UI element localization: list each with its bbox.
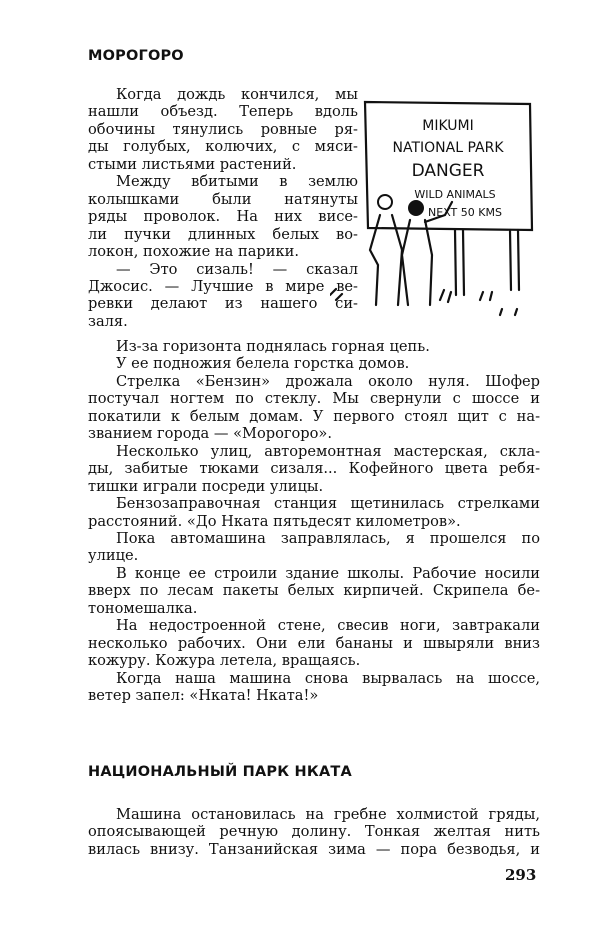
section-heading-morogoro: МОРОГОРО: [88, 48, 184, 64]
text-line: колышками были натянуты: [88, 190, 358, 208]
text-line: званием города — «Морогоро».: [88, 425, 332, 443]
section2-text: [88, 806, 540, 858]
text-line: Когда наша машина снова вырвалась на шоссе,: [116, 669, 540, 687]
text-line: Из-за горизонта поднялась горная цепь.: [116, 338, 430, 355]
text-line: локон, похожие на парики.: [88, 243, 299, 261]
text-line: стыми листьями растений.: [88, 155, 297, 173]
text-line: ревки делают из нашего си-: [88, 295, 358, 313]
text-line: покатили к белым домам. У первого стоял щит с на-: [88, 407, 540, 425]
sign-text: MIKUMI: [422, 118, 474, 134]
text-line: Стрелка «Бензин» дрожала около нуля. Шофер: [116, 372, 540, 390]
text-line: заля.: [88, 312, 128, 330]
text-line: нашли объезд. Теперь вдоль: [88, 103, 358, 121]
sign-posts: [455, 230, 519, 295]
text-line: — Это сизаль! — сказал: [116, 260, 358, 278]
sign-text: NATIONAL PARK: [392, 140, 504, 156]
text-line: ветер запел: «Нката! Нката!»: [88, 687, 319, 705]
text-line: тишки играли посреди улицы.: [88, 477, 324, 495]
text-line: опоясывающей речную долину. Тонкая желтая нить: [88, 823, 540, 841]
text-line: улице.: [88, 547, 139, 565]
sign-text: DANGER: [411, 161, 485, 181]
wide-text-column: [88, 338, 540, 705]
sign-text: NEXT 50 KMS: [428, 206, 502, 219]
text-line: Несколько улиц, авторемонтная мастерская, скла-: [116, 442, 540, 460]
text-line: ды, забитые тюками сизаля... Кофейного цвета ребя-: [88, 460, 540, 478]
text-line: кожуру. Кожура летела, вращаясь.: [88, 652, 361, 670]
grass: [330, 289, 517, 315]
text-line: Джосис. — Лучшие в мире ве-: [88, 277, 358, 295]
text-line: несколько рабочих. Они ели бананы и швыряли вниз: [88, 634, 540, 652]
text-line: У ее подножия белела горстка домов.: [116, 355, 410, 373]
text-line: Пока автомашина заправлялась, я прошелся по: [116, 529, 540, 547]
text-line: вверх по лесам пакеты белых кирпичей. Скрипела бе-: [88, 582, 540, 600]
text-line: Между вбитыми в землю: [116, 173, 358, 191]
sign-illustration: [330, 90, 550, 330]
text-line: обочины тянулись ровные ря-: [88, 120, 358, 138]
text-line: тономешалка.: [88, 599, 198, 617]
narrow-text-column: [88, 86, 358, 330]
text-line: вилась внизу. Танзанийская зима — пора безводья, и: [88, 840, 540, 858]
text-line: ды голубых, колючих, с мяси-: [88, 138, 358, 156]
text-line: В конце ее строили здание школы. Рабочие носили: [116, 564, 540, 582]
text-line: Машина остановилась на гребне холмистой гряды,: [116, 806, 540, 823]
text-line: Бензозаправочная станция щетинилась стрелками: [116, 495, 540, 513]
text-line: постучал ногтем по стеклу. Мы свернули с шоссе и: [88, 390, 540, 408]
text-line: ли пучки длинных белых во-: [88, 225, 358, 243]
sign-text: WILD ANIMALS: [414, 188, 496, 201]
text-line: Когда дождь кончился, мы: [116, 86, 358, 103]
text-line: На недостроенной стене, свесив ноги, завтракали: [116, 617, 540, 635]
text-line: расстояний. «До Нката пятьдесят километров».: [88, 512, 461, 530]
text-line: ряды проволок. На них висе-: [88, 208, 358, 226]
section-heading-nkata-park: НАЦИОНАЛЬНЫЙ ПАРК НКАТА: [88, 764, 352, 780]
page-number: 293: [505, 866, 537, 884]
